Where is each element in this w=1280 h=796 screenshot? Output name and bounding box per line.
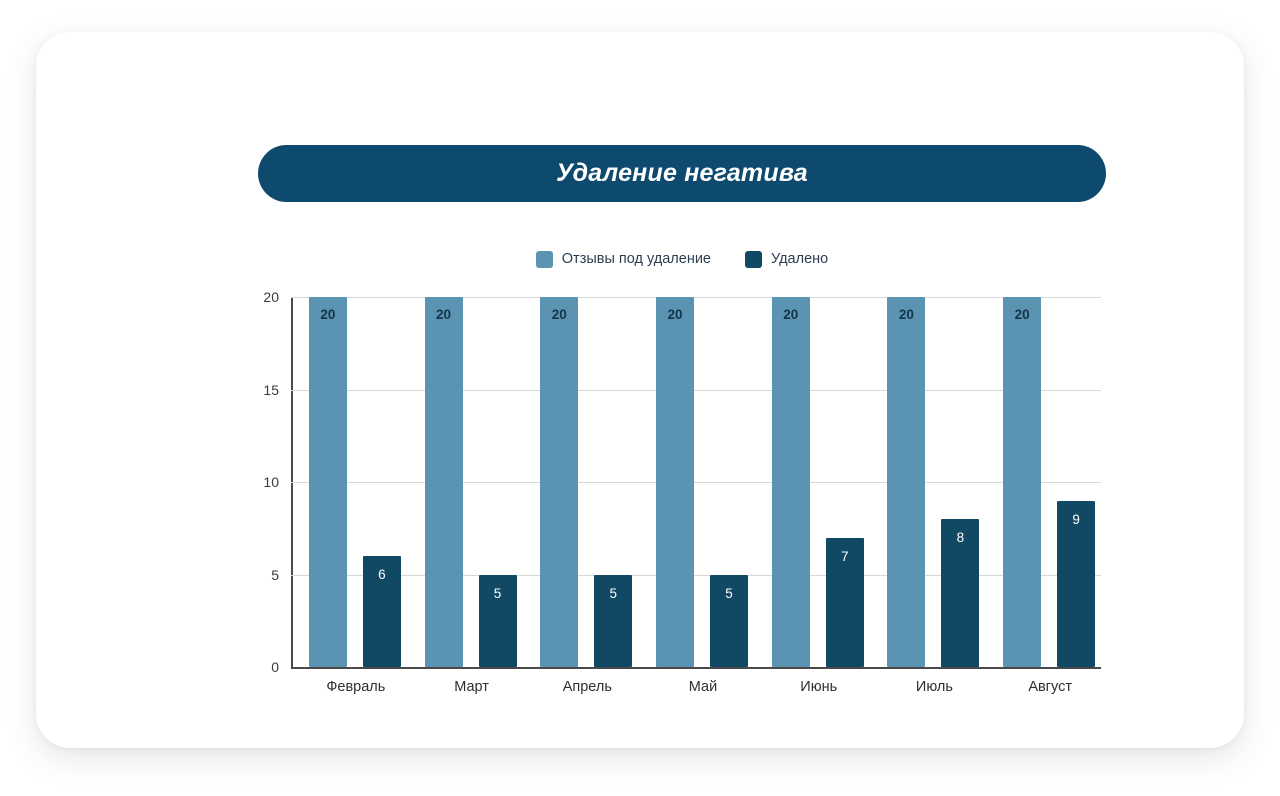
legend-item-1 [745,251,828,268]
bar-deleted[interactable] [1057,501,1095,668]
bar-group [425,297,505,667]
chart-title-banner [258,145,1106,202]
bar-deleted[interactable] [594,575,632,668]
bar-reviews-pending[interactable] [425,297,463,667]
y-axis-tick-label: 5 [271,566,279,583]
chart-plot-area [263,289,1101,695]
bar-value-label: 20 [667,307,683,322]
bar-deleted[interactable] [941,519,979,667]
x-axis-tick-label: Март [454,679,489,695]
x-axis-tick-label: Апрель [562,679,612,695]
y-axis-tick-label: 20 [263,289,279,305]
bar-value-label: 5 [493,585,502,601]
bar-deleted[interactable] [479,575,517,668]
bar-group [772,297,852,667]
bar-value-label: 20 [1014,307,1030,322]
legend-swatch-icon [536,251,553,268]
bar-reviews-pending[interactable] [309,297,347,667]
y-axis-tick-label: 0 [271,659,279,675]
page-title: Удаление негатива [556,159,808,187]
x-axis-tick-label: Август [1028,679,1072,695]
x-axis-tick-label: Июнь [800,679,838,695]
bar-reviews-pending[interactable] [772,297,810,667]
x-axis-tick-label: Май [688,679,718,695]
bar-reviews-pending[interactable] [656,297,694,667]
x-axis [291,667,1101,669]
legend-swatch-icon [745,251,762,268]
bar-value-label: 20 [320,307,336,322]
bar-value-label: 9 [1072,511,1080,527]
legend-label-1: Удалено [771,251,829,267]
bar-group [887,297,967,667]
bar-group [1003,297,1083,667]
y-axis-tick-label: 15 [263,381,279,398]
chart-legend [258,247,1106,271]
bar-value-label: 20 [783,307,799,322]
bar-value-label: 5 [609,585,618,601]
bar-deleted[interactable] [826,538,864,668]
legend-label-0: Отзывы под удаление [561,251,712,267]
bar-value-label: 20 [436,307,452,322]
bar-reviews-pending[interactable] [887,297,925,667]
bar-value-label: 6 [378,567,386,582]
bar-value-label: 20 [551,307,567,322]
bar-value-label: 20 [898,307,914,322]
bar-group [309,297,389,667]
bar-value-label: 7 [840,548,849,564]
chart-card [36,32,1244,748]
bar-value-label: 8 [956,530,965,545]
bar-reviews-pending[interactable] [540,297,578,667]
bar-deleted[interactable] [363,556,401,667]
x-axis-tick-label: Февраль [326,679,386,695]
bar-reviews-pending[interactable] [1003,297,1041,667]
y-axis-tick-label: 10 [263,474,279,490]
bar-deleted[interactable] [710,575,748,668]
bar-group [540,297,620,667]
legend-item-0 [536,251,711,268]
x-axis-tick-label: Июль [915,679,953,695]
bar-value-label: 5 [725,585,733,601]
bar-group [656,297,736,667]
